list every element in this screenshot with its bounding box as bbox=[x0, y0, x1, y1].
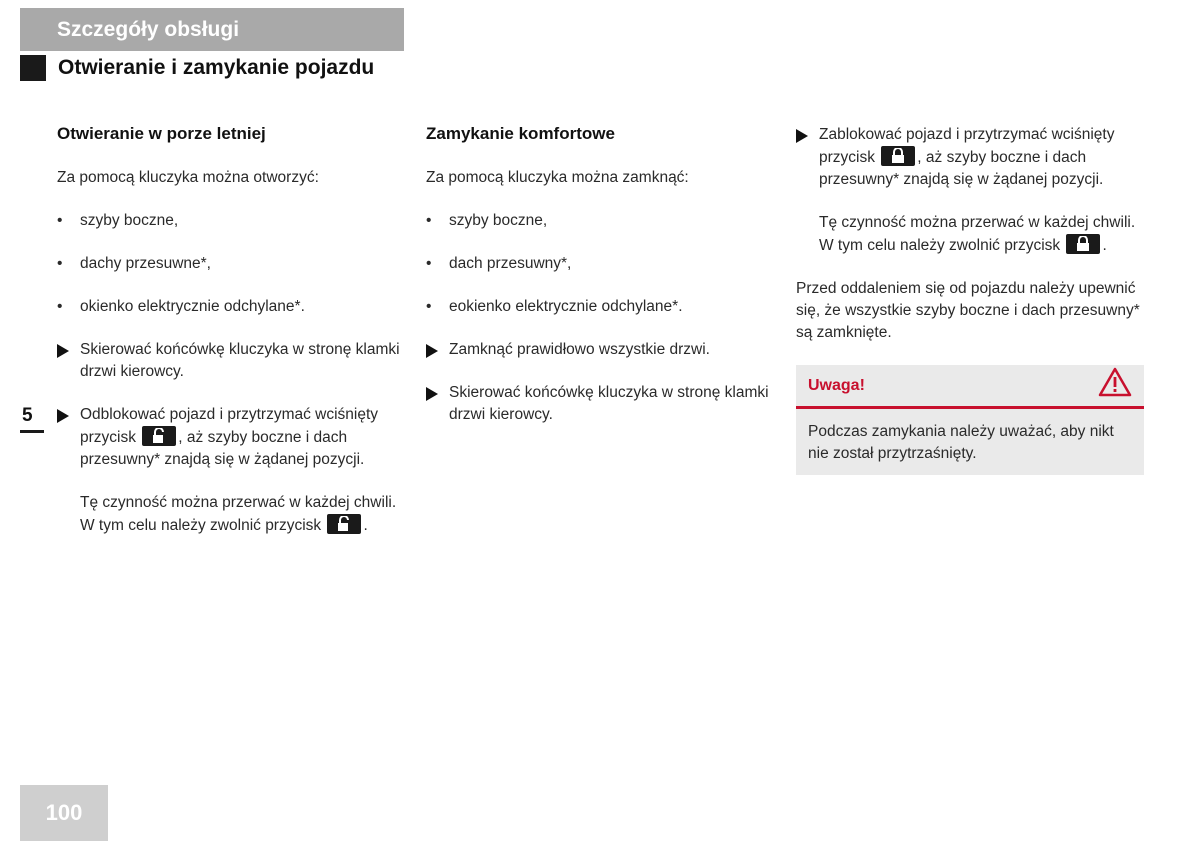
list-item: • szyby boczne, bbox=[57, 210, 405, 232]
safety-paragraph: Przed oddaleniem się od pojazdu należy upewnić się, że wszystkie szyby boczne i dach przesuwny* są zamknięte. bbox=[796, 280, 1140, 341]
list-item: • szyby boczne, bbox=[426, 210, 776, 232]
warning-header bbox=[796, 365, 1144, 409]
warning-box bbox=[796, 365, 1144, 475]
column-comfort-closing bbox=[426, 122, 776, 447]
warning-text: Podczas zamykania należy uważać, aby nikt nie został przytrzaśnięty. bbox=[808, 423, 1114, 462]
chapter-header bbox=[20, 8, 404, 51]
list-item: • dach przesuwny*, bbox=[426, 253, 776, 275]
unlock-key-icon bbox=[142, 426, 176, 446]
bullet-icon: • bbox=[57, 212, 63, 229]
intro-text: Za pomocą kluczyka można otworzyć: bbox=[57, 169, 319, 186]
chapter-title: Szczegóły obsługi bbox=[57, 17, 240, 41]
unlock-key-icon bbox=[327, 514, 361, 534]
instruction-step: Zablokować pojazd i przytrzymać wciśnięty przycisk , aż szyby boczne i dach przesuwny* znajdą się w żądanej pozycji. bbox=[796, 124, 1144, 191]
step-arrow-icon bbox=[796, 124, 819, 191]
step-arrow-icon bbox=[426, 382, 449, 426]
list-item: • okienko elektrycznie odchylane*. bbox=[57, 296, 405, 318]
column-locking bbox=[796, 124, 1144, 475]
section-title: Otwieranie i zamykanie pojazdu bbox=[58, 56, 375, 79]
bullet-icon: • bbox=[426, 212, 432, 229]
instruction-step: Odblokować pojazd i przytrzymać wciśnięty przycisk , aż szyby boczne i dach przesuwny* znajdą się w żądanej pozycji. bbox=[57, 404, 405, 471]
bullet-icon: • bbox=[426, 298, 432, 315]
bullet-icon: • bbox=[57, 298, 63, 315]
warning-triangle-icon bbox=[1098, 367, 1132, 404]
bullet-icon: • bbox=[57, 255, 63, 272]
intro-text: Za pomocą kluczyka można zamknąć: bbox=[426, 169, 689, 186]
list-item: • dachy przesuwne*, bbox=[57, 253, 405, 275]
lock-key-icon bbox=[881, 146, 915, 166]
step-arrow-icon bbox=[426, 339, 449, 361]
step-arrow-icon bbox=[57, 339, 80, 383]
step-arrow-icon bbox=[57, 404, 80, 471]
heading-comfort-closing: Zamykanie komfortowe bbox=[426, 124, 615, 143]
heading-summer-opening: Otwieranie w porze letniej bbox=[57, 124, 266, 143]
instruction-step: Skierować końcówkę kluczyka w stronę klamki drzwi kierowcy. bbox=[426, 382, 776, 426]
chapter-tab-line bbox=[20, 430, 44, 433]
instruction-step: Zamknąć prawidłowo wszystkie drzwi. bbox=[426, 339, 776, 361]
list-item: • eokienko elektrycznie odchylane*. bbox=[426, 296, 776, 318]
lock-key-icon bbox=[1066, 234, 1100, 254]
bullet-icon: • bbox=[426, 255, 432, 272]
page-number-box bbox=[20, 785, 108, 841]
column-summer-opening bbox=[57, 122, 405, 558]
section-marker bbox=[20, 55, 46, 81]
note-text: Tę czynność można przerwać w każdej chwili. W tym celu należy zwolnić przycisk . bbox=[80, 494, 397, 534]
instruction-step: Skierować końcówkę kluczyka w stronę klamki drzwi kierowcy. bbox=[57, 339, 405, 383]
page-number: 100 bbox=[45, 800, 83, 825]
chapter-tab-number: 5 bbox=[22, 405, 33, 426]
note-text: Tę czynność można przerwać w każdej chwili. W tym celu należy zwolnić przycisk . bbox=[819, 214, 1136, 254]
warning-label: Uwaga! bbox=[808, 376, 865, 394]
